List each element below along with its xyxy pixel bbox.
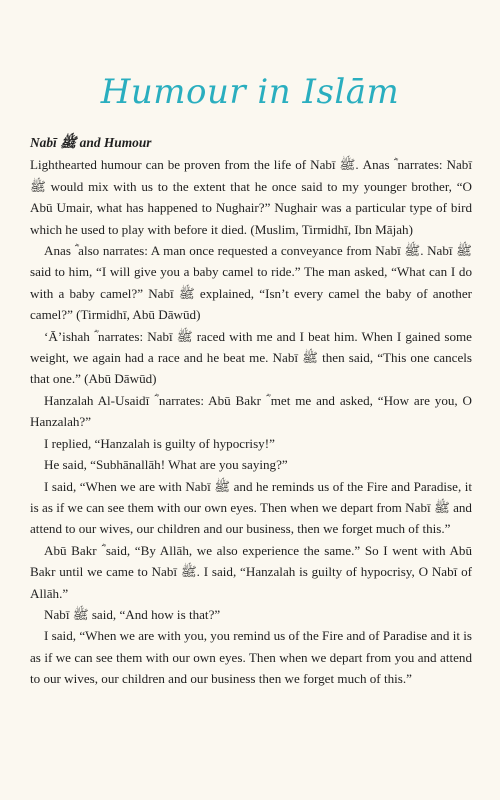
- paragraph-8: Abū Bakr ؓ said, “By Allāh, we also experience the same.” So I went with Abū Bakr until we came to Nabī ﷺ. I said, “Hanzalah is guilty of hypocrisy, O Nabī of Allāh.”: [30, 542, 472, 601]
- paragraph-9: Nabī ﷺ said, “And how is that?”: [44, 606, 221, 622]
- paragraph-3: ‘Ā’ishah ؓ narrates: Nabī ﷺ raced with me and I beat him. When I gained some weight, we again had a race and he beat me. Nabī ﷺ then said, “This one cancels that one.” (Abū Dāwūd): [30, 328, 472, 387]
- paragraph-7: I said, “When we are with Nabī ﷺ and he reminds us of the Fire and Paradise, it is as if we can see them with our own eyes. Then when we depart from Nabī ﷺ and attend to our wives, our children and our business, then we forget much of this.”: [30, 478, 472, 537]
- paragraph-2: Anas ؓ also narrates: A man once requested a conveyance from Nabī ﷺ. Nabī ﷺ said to him, “I will give you a baby camel to ride.” The man asked, “What can I do with a baby camel?” Nabī ﷺ explained, “Isn’t every camel the baby of another camel?” (Tirmidhī, Abū Dāwūd): [30, 243, 472, 323]
- paragraph-10: I said, “When we are with you, you remind us of the Fire and of Paradise and it is as if we can see them with our own eyes. Then when we depart from you and attend to our wives, our children and our business then we forget much of this.”: [30, 628, 472, 687]
- paragraph-1: Lighthearted humour can be proven from the life of Nabī ﷺ. Anas ؓ narrates: Nabī ﷺ would mix with us to the extent that he once said to my younger brother, “O Abū Umair, what has happened to Nughair?” Nughair was a particular type of bird which he used to play with before it died. (Muslim, Tirmidhī, Ibn Mājah): [30, 157, 472, 237]
- paragraph-4: Hanzalah Al-Usaidī ؓ narrates: Abū Bakr ؓ met me and asked, “How are you, O Hanzalah?”: [30, 392, 472, 430]
- paragraph-6: He said, “Subhānallāh! What are you saying?”: [44, 457, 288, 473]
- page-title: Humour in Islām: [100, 72, 400, 112]
- section-heading: Nabī ﷺ and Humour: [30, 135, 152, 150]
- chapter-content: [30, 132, 472, 690]
- paragraph-5: I replied, “Hanzalah is guilty of hypocrisy!”: [44, 435, 275, 451]
